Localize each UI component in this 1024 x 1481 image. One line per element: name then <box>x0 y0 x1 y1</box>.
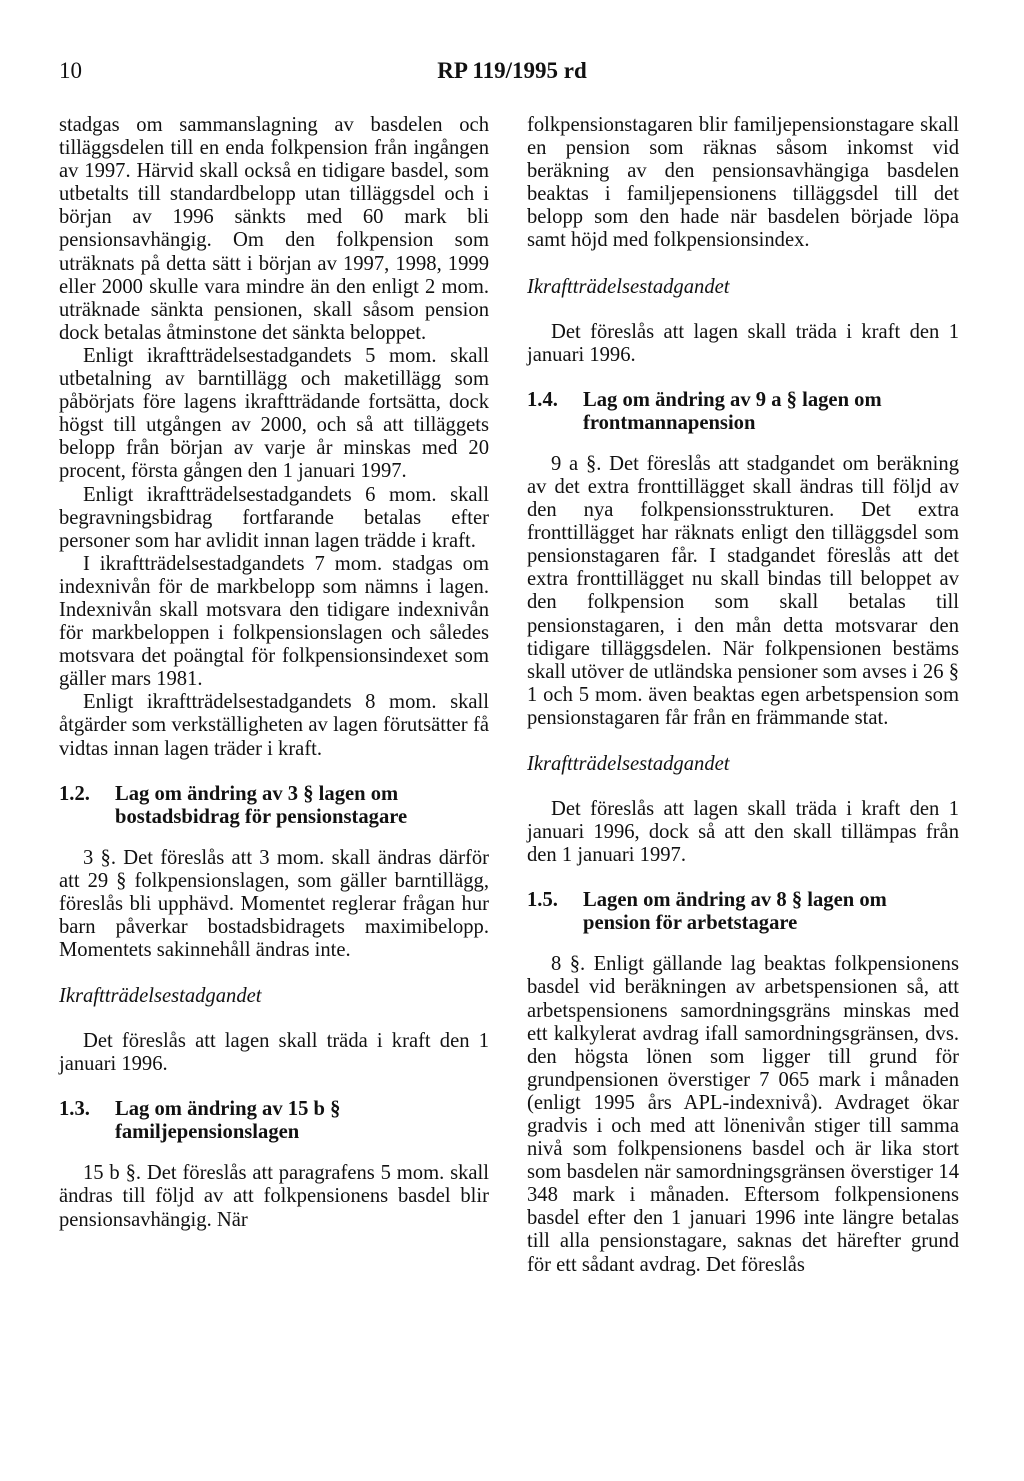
right-column <box>527 114 959 1277</box>
section-title: Lagen om ändring av 8 § lagen om pension för arbetstagare <box>583 889 887 935</box>
paragraph: folkpensionstagaren blir familjepensionstagare skall en pension som räknas såsom inkomst vid beräkning av den pensionsavhängiga basdelen beaktas i familjepensionens tilläggsdel till det belopp som den hade när basdelen började löpa samt höjd med folkpensionsindex. <box>527 114 959 252</box>
paragraph: Det föreslås att lagen skall träda i kraft den 1 januari 1996, dock så att den skall tillämpas från den 1 januari 1997. <box>527 798 959 867</box>
section-number: 1.5. <box>527 889 558 912</box>
section-heading-1-2 <box>59 783 489 829</box>
ikrafttradelse-heading: Ikraftträdelsestadgandet <box>527 752 730 775</box>
left-column <box>59 114 489 1232</box>
section-number: 1.2. <box>59 782 90 805</box>
section-number: 1.3. <box>59 1098 90 1121</box>
ikrafttradelse-heading: Ikraftträdelsestadgandet <box>59 985 262 1008</box>
page-number: 10 <box>59 58 82 83</box>
section-heading-1-3 <box>59 1098 489 1144</box>
paragraph: 8 §. Enligt gällande lag beaktas folkpensionens basdel vid beräkningen av arbetspensionen så, att arbetspensionens samordningsgräns minskas med ett kalkylerat avdrag ifall samordningsgränsen, dvs. den högsta lönen som ligger till grund för grundpensionen överstiger 7 065 mark i månaden (enligt 1995 års APL-indexnivå). Avdraget ökar gradvis i och med att lönenivån stiger till samma nivå som folkpensionens basdel och är lika stort som basdelen när samordningsgränsen överstiger 14 348 mark i månaden. Eftersom folkpensionens basdel efter den 1 januari 1996 inte längre betalas till alla pensionstagare, saknas det härefter grund för ett sådant avdrag. Det föreslås <box>527 953 959 1276</box>
section-title: Lag om ändring av 15 b § familjepensionslagen <box>115 1098 341 1144</box>
running-head: RP 119/1995 rd <box>437 58 587 83</box>
paragraph: I ikraftträdelsestadgandets 7 mom. stadgas om indexnivån för de markbelopp som nämns i lagen. Indexnivån skall motsvara den tidigare indexnivån för markbeloppen i folkpensionslagen och således motsvara det poängtal för folkpensionsindexet som gäller mars 1981. <box>59 552 489 691</box>
paragraph: Det föreslås att lagen skall träda i kraft den 1 januari 1996. <box>59 1030 489 1076</box>
paragraph: 15 b §. Det föreslås att paragrafens 5 mom. skall ändras till följd av att folkpensionens basdel blir pensionsavhängig. När <box>59 1162 489 1231</box>
paragraph: Enligt ikraftträdelsestadgandets 5 mom. skall utbetalning av barntillägg och maketillägg som påbörjats före lagens ikraftträdande fortsätta, dock högst till utgången av 2000, och så att tilläggets belopp från början av varje år minskas med 20 procent, första gången den 1 januari 1997. <box>59 344 489 483</box>
section-heading-1-5 <box>527 889 959 935</box>
ikrafttradelse-heading: Ikraftträdelsestadgandet <box>527 275 730 298</box>
paragraph: Enligt ikraftträdelsestadgandets 8 mom. skall åtgärder som verkställigheten av lagen förutsätter få vidtas innan lagen träder i kraft. <box>59 691 489 760</box>
paragraph: stadgas om sammanslagning av basdelen och tilläggsdelen till en enda folkpension från ingången av 1997. Härvid skall också en tidigare basdel, som utbetalts till standardbelopp utan tilläggsdel och i början av 1996 sänkts med 60 mark bli pensionsavhängig. Om den folkpension som uträknats på detta sätt i början av 1997, 1998, 1999 eller 2000 skulle vara mindre än den enligt 2 mom. uträknade sänkta pensionen, skall såsom pension dock betalas åtminstone det sänkta beloppet. <box>59 114 489 344</box>
paragraph: 9 a §. Det föreslås att stadgandet om beräkning av det extra fronttillägget skall ändras till följd av den nya folkpensionsstrukturen. Det extra fronttillägget har räknats enligt den tilläggsdel som pensionstagaren får. I stadgandet föreslås att det extra fronttillägget nu skall bindas till beloppet av den folkpension som skall betalas till pensionstagaren, i den mån detta motsvarar den tidigare tilläggsdelen. När folkpensionen bestäms skall utöver de utländska pensioner som avses i 26 § 1 och 5 mom. även beaktas egen arbetspension som pensionstagaren får från en främmande stat. <box>527 452 959 729</box>
paragraph: Enligt ikraftträdelsestadgandets 6 mom. skall begravningsbidrag fortfarande betalas efter personer som har avlidit innan lagen trädde i kraft. <box>59 483 489 552</box>
section-number: 1.4. <box>527 388 558 411</box>
paragraph: Det föreslås att lagen skall träda i kraft den 1 januari 1996. <box>527 320 959 366</box>
section-heading-1-4 <box>527 389 959 435</box>
section-title: Lag om ändring av 3 § lagen om bostadsbidrag för pensionstagare <box>115 782 408 828</box>
paragraph: 3 §. Det föreslås att 3 mom. skall ändras därför att 29 § folkpensionslagen, som gäller barntillägg, föreslås bli upphävd. Momentet reglerar frågan hur barn påverkar bostadsbidragets maximibelopp. Momentets sakinnehåll ändras inte. <box>59 846 489 961</box>
section-title: Lag om ändring av 9 a § lagen om frontmannapension <box>583 388 882 434</box>
